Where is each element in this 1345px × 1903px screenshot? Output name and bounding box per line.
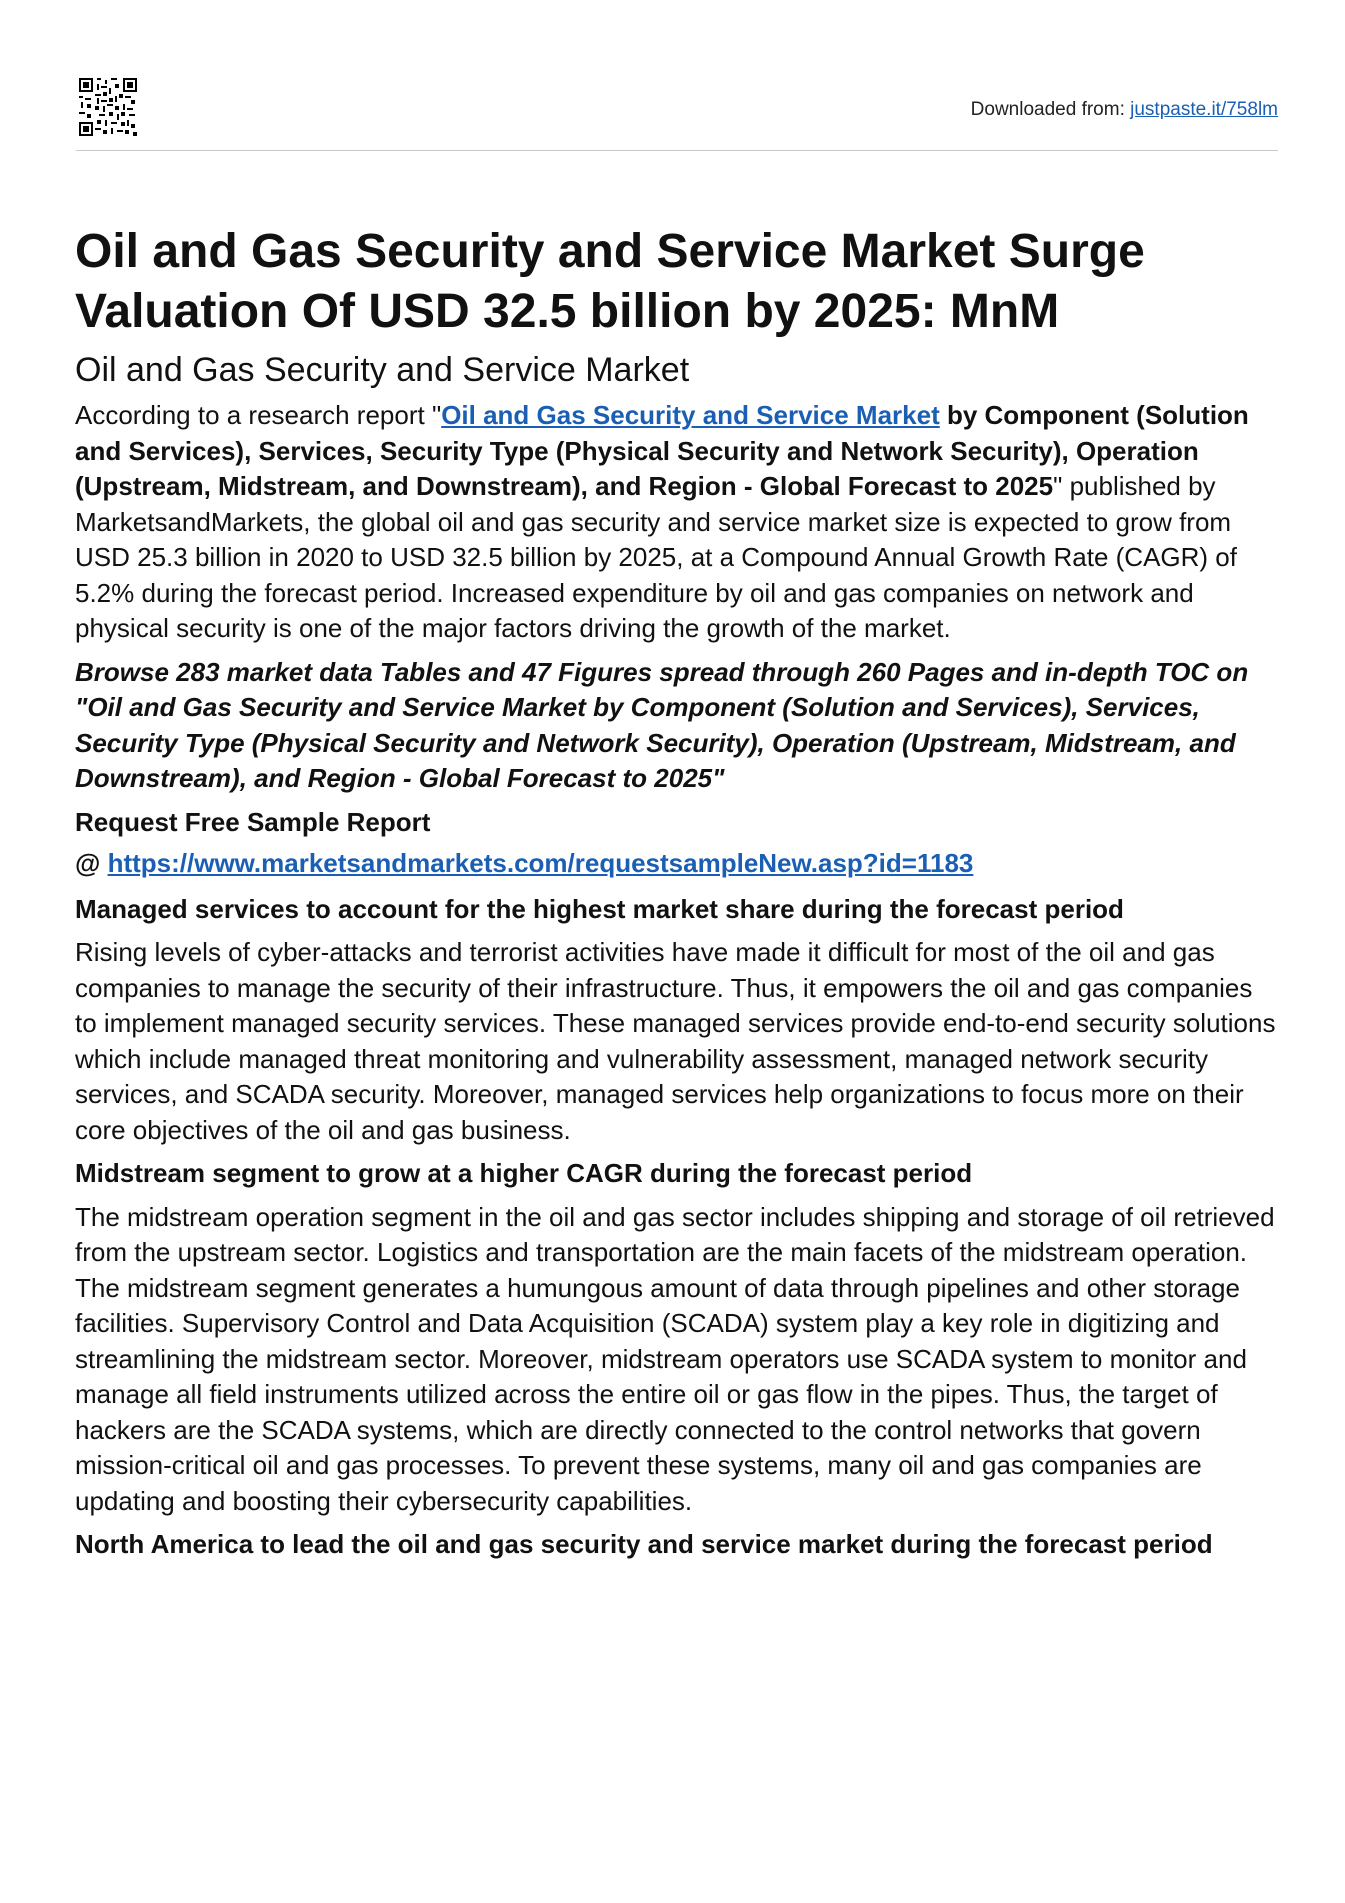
request-at: @ [75, 848, 108, 878]
page-header [76, 75, 1278, 151]
section-heading-north-america: North America to lead the oil and gas security and service market during the forecast period [75, 1529, 1213, 1559]
section-heading-managed-services: Managed services to account for the highest market share during the forecast period [75, 893, 1124, 924]
article [75, 222, 1280, 1571]
request-sample-label: Request Free Sample Report [75, 806, 431, 837]
source-link[interactable]: justpaste.it/758lm [1130, 99, 1278, 120]
section-heading-midstream: Midstream segment to grow at a higher CAGR during the forecast period [75, 1158, 973, 1188]
qr-code-icon [79, 78, 137, 136]
browse-paragraph: Browse 283 market data Tables and 47 Figures spread through 260 Pages and in-depth TOC on "Oil and Gas Security and Service Market by Component (Solution and Services), Services, Security Type (Physical Security and Network Security), Operation (Upstream, Midstream, and Downstream), and Region - Global Forecast to 2025" [75, 656, 1249, 793]
market-report-link[interactable]: Oil and Gas Security and Service Market [441, 400, 940, 430]
intro-suffix: " published by MarketsandMarkets, the global oil and gas security and service market size is expected to grow from USD 25.3 billion in 2020 to USD 32.5 billion by 2025, at a Compound Annual Growth Rate (CAGR) of 5.2% during the forecast period. Increased expenditure by oil and gas companies on network and physical security is one of the major factors driving the growth of the market. [75, 471, 1237, 643]
section-body-managed-services: Rising levels of cyber-attacks and terrorist activities have made it difficult for most of the oil and gas companies to manage the security of their infrastructure. Thus, it empowers the oil and gas companies to implement managed security services. These managed services provide end-to-end security solutions which include managed threat monitoring and vulnerability assessment, managed network security services, and SCADA security. Moreover, managed services help organizations to focus more on their core objectives of the oil and gas business. [75, 937, 1276, 1145]
downloaded-label: Downloaded from: [970, 99, 1125, 120]
page-subtitle: Oil and Gas Security and Service Market [75, 351, 690, 389]
intro-prefix: According to a research report " [75, 400, 442, 430]
intro-bold-text: by Component (Solution and Services), Services, Security Type (Physical Security and Network Security), Operation (Upstream, Midstream, and Downstream), and Region - Global Forecast to 2025 [75, 400, 1249, 501]
page-title: Oil and Gas Security and Service Market Surge Valuation Of USD 32.5 billion by 2025: MnM [75, 225, 1145, 338]
downloaded-from [971, 99, 1278, 121]
section-body-midstream: The midstream operation segment in the oil and gas sector includes shipping and storage of oil retrieved from the upstream sector. Logistics and transportation are the main facets of the midstream operation. The midstream segment generates a humungous amount of data through pipelines and other storage facilities. Supervisory Control and Data Acquisition (SCADA) system play a key role in digitizing and streamlining the midstream sector. Moreover, midstream operators use SCADA system to monitor and manage all field instruments utilized across the entire oil or gas flow in the pipes. Thus, the target of hackers are the SCADA systems, which are directly connected to the control networks that govern mission-critical oil and gas processes. To prevent these systems, many oil and gas companies are updating and boosting their cybersecurity capabilities. [75, 1201, 1275, 1516]
request-sample-link[interactable]: https://www.marketsandmarkets.com/requestsampleNew.asp?id=1183 [107, 848, 974, 878]
request-sample-line [75, 846, 1280, 882]
intro-paragraph [75, 398, 1280, 647]
